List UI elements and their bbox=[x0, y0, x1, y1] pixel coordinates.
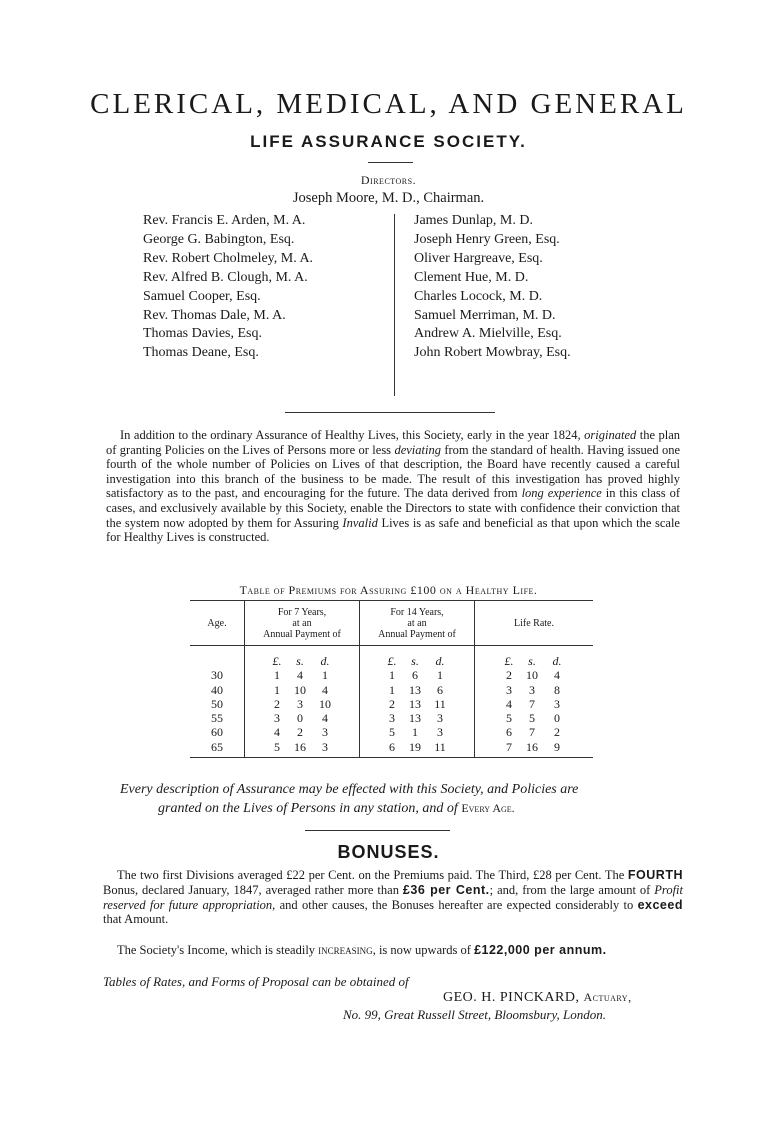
director-name: Charles Locock, M. D. bbox=[414, 288, 543, 304]
divider-rule bbox=[368, 162, 413, 163]
premium-cell: 6 7 2 bbox=[475, 725, 594, 739]
intro-italic: deviating bbox=[394, 442, 441, 457]
tables-of-rates-line: Tables of Rates, and Forms of Proposal can be obtained of bbox=[103, 974, 409, 989]
directors-right-column bbox=[414, 212, 571, 363]
bonuses-heading: BONUSES. bbox=[337, 842, 440, 862]
income-paragraph: The Society's Income, which is steadily increasing, is now upwards of £122,000 per annum. bbox=[117, 943, 607, 957]
seven-year-header: For 7 Years, at an Annual Payment of bbox=[245, 601, 360, 646]
profit-italic: Profit reserved for future appropriation, bbox=[103, 882, 683, 912]
increasing-small-caps: increasing bbox=[318, 943, 373, 957]
table-row bbox=[190, 697, 593, 711]
intro-italic: originated bbox=[584, 428, 637, 442]
director-name: Thomas Davies, Esq. bbox=[143, 326, 262, 342]
age-column-header: Age. bbox=[190, 601, 245, 646]
intro-text: from the standard of health. Having issued one fourth of the whole number of Policies on Lives of that description, the Board have recently caused a careful investigation into this branch of the business to be made. The result of this investigation has proved highly satisfactory as to the past, and encouraging for the future. The data derived from bbox=[106, 442, 681, 501]
assurance-note bbox=[120, 781, 680, 818]
directors-column-divider bbox=[394, 214, 395, 396]
director-name: George G. Babington, Esq. bbox=[143, 231, 295, 247]
age-cell: 55 bbox=[211, 711, 223, 726]
director-name: Samuel Merriman, M. D. bbox=[414, 307, 556, 323]
note-line: Every description of Assurance may be effected with this Society, and Policies are bbox=[120, 782, 579, 797]
units-row: £. s. d. £. s. d. £. s. d. bbox=[190, 646, 593, 669]
premium-cell: 3 13 3 bbox=[360, 711, 475, 725]
premium-cell: 4 2 3 bbox=[245, 725, 360, 739]
premium-cell: 1 10 4 bbox=[245, 683, 360, 697]
director-name: Andrew A. Mielville, Esq. bbox=[414, 326, 562, 342]
fourteen-year-header: For 14 Years, at an Annual Payment of bbox=[360, 601, 475, 646]
intro-italic: Invalid bbox=[342, 515, 378, 530]
intro-text: in this class of cases, and exclusively available by this Society, enable the Directors to state with confidence their conviction that the system now adopted by them for Assuring bbox=[106, 486, 680, 530]
premium-cell: 2 13 11 bbox=[360, 697, 475, 711]
premium-table bbox=[190, 600, 593, 757]
table-bottom-rule bbox=[190, 757, 593, 758]
divider-rule bbox=[305, 830, 450, 831]
intro-paragraph bbox=[106, 428, 680, 545]
director-name: Joseph Henry Green, Esq. bbox=[414, 231, 560, 247]
age-cell: 50 bbox=[211, 696, 223, 711]
income-amount: £122,000 per annum. bbox=[474, 943, 607, 957]
premium-cell: 3 3 8 bbox=[475, 683, 594, 697]
society-subtitle: LIFE ASSURANCE SOCIETY. bbox=[250, 132, 527, 151]
director-name: Rev. Thomas Dale, M. A. bbox=[143, 307, 286, 323]
directors-left-column bbox=[143, 212, 313, 363]
percent-emphasis: £36 per Cent. bbox=[402, 882, 490, 897]
age-cell: 30 bbox=[211, 668, 223, 683]
director-name: Rev. Francis E. Arden, M. A. bbox=[143, 213, 306, 228]
office-address: No. 99, Great Russell Street, Bloomsbury, London. bbox=[343, 1007, 607, 1022]
premium-cell: 6 19 11 bbox=[360, 740, 475, 757]
table-row bbox=[190, 711, 593, 725]
premium-cell: 1 4 1 bbox=[245, 668, 360, 682]
intro-italic: long experience bbox=[521, 486, 602, 501]
intro-text: the plan of granting Policies on the Lives of Persons more or less bbox=[106, 428, 681, 457]
age-cell: 60 bbox=[211, 725, 223, 740]
director-name: Rev. Alfred B. Clough, M. A. bbox=[143, 269, 308, 285]
age-cell: 65 bbox=[211, 739, 223, 754]
table-row bbox=[190, 668, 593, 682]
intro-text: Lives is as safe and beneficial as that upon which the scale for Healthy Lives is constructed. bbox=[106, 515, 680, 545]
premium-cell: 2 3 10 bbox=[245, 697, 360, 711]
premium-cell: 5 16 3 bbox=[245, 740, 360, 757]
fourth-emphasis: FOURTH bbox=[627, 868, 683, 882]
note-small-caps: Every Age. bbox=[461, 801, 515, 815]
premium-table-title: Table of Premiums for Assuring £100 on a Healthy Life. bbox=[239, 583, 538, 597]
premium-cell: 1 13 6 bbox=[360, 683, 475, 697]
director-name: Clement Hue, M. D. bbox=[414, 269, 529, 285]
directors-heading: Directors. bbox=[360, 173, 417, 187]
actuary-name: GEO. H. PINCKARD, bbox=[443, 990, 584, 1005]
director-name: James Dunlap, M. D. bbox=[414, 213, 533, 228]
intro-text: In addition to the ordinary Assurance of Healthy Lives, this Society, early in the year 1824, bbox=[120, 428, 585, 442]
director-name: Rev. Robert Cholmeley, M. A. bbox=[143, 250, 314, 266]
chairman-line: Joseph Moore, M. D., Chairman. bbox=[292, 190, 485, 206]
divider-rule bbox=[285, 412, 495, 413]
director-name: Samuel Cooper, Esq. bbox=[143, 288, 261, 304]
premium-cell: 1 6 1 bbox=[360, 668, 475, 682]
premium-cell: 7 16 9 bbox=[475, 740, 594, 757]
table-row bbox=[190, 725, 593, 739]
premium-cell: 5 5 0 bbox=[475, 711, 594, 725]
exceed-emphasis: exceed bbox=[637, 897, 683, 912]
actuary-role: Actuary, bbox=[583, 990, 632, 1004]
premium-cell: 3 0 4 bbox=[245, 711, 360, 725]
premium-cell: 4 7 3 bbox=[475, 697, 594, 711]
director-name: John Robert Mowbray, Esq. bbox=[414, 345, 571, 361]
director-name: Oliver Hargreave, Esq. bbox=[414, 250, 543, 266]
director-name: Thomas Deane, Esq. bbox=[143, 345, 259, 361]
table-row bbox=[190, 683, 593, 697]
society-title: CLERICAL, MEDICAL, AND GENERAL bbox=[90, 88, 687, 120]
age-cell: 40 bbox=[211, 682, 223, 697]
actuary-signature bbox=[443, 990, 632, 1006]
bonuses-paragraph: The two first Divisions averaged £22 per Cent. on the Premiums paid. The Third, £28 per Cent. The FOURTH Bonus, declared January, 1847, averaged rather more than £36 per Cent.; and, from the large amount of Profit reserved for future appropriation, and other causes, the Bonuses hereafter are expected considerably to exceed that Amount. bbox=[103, 868, 683, 927]
premium-cell: 2 10 4 bbox=[475, 668, 594, 682]
table-row bbox=[190, 740, 593, 757]
life-rate-header: Life Rate. bbox=[475, 601, 594, 646]
note-line: granted on the Lives of Persons in any station, and of bbox=[158, 801, 462, 816]
premium-cell: 5 1 3 bbox=[360, 725, 475, 739]
